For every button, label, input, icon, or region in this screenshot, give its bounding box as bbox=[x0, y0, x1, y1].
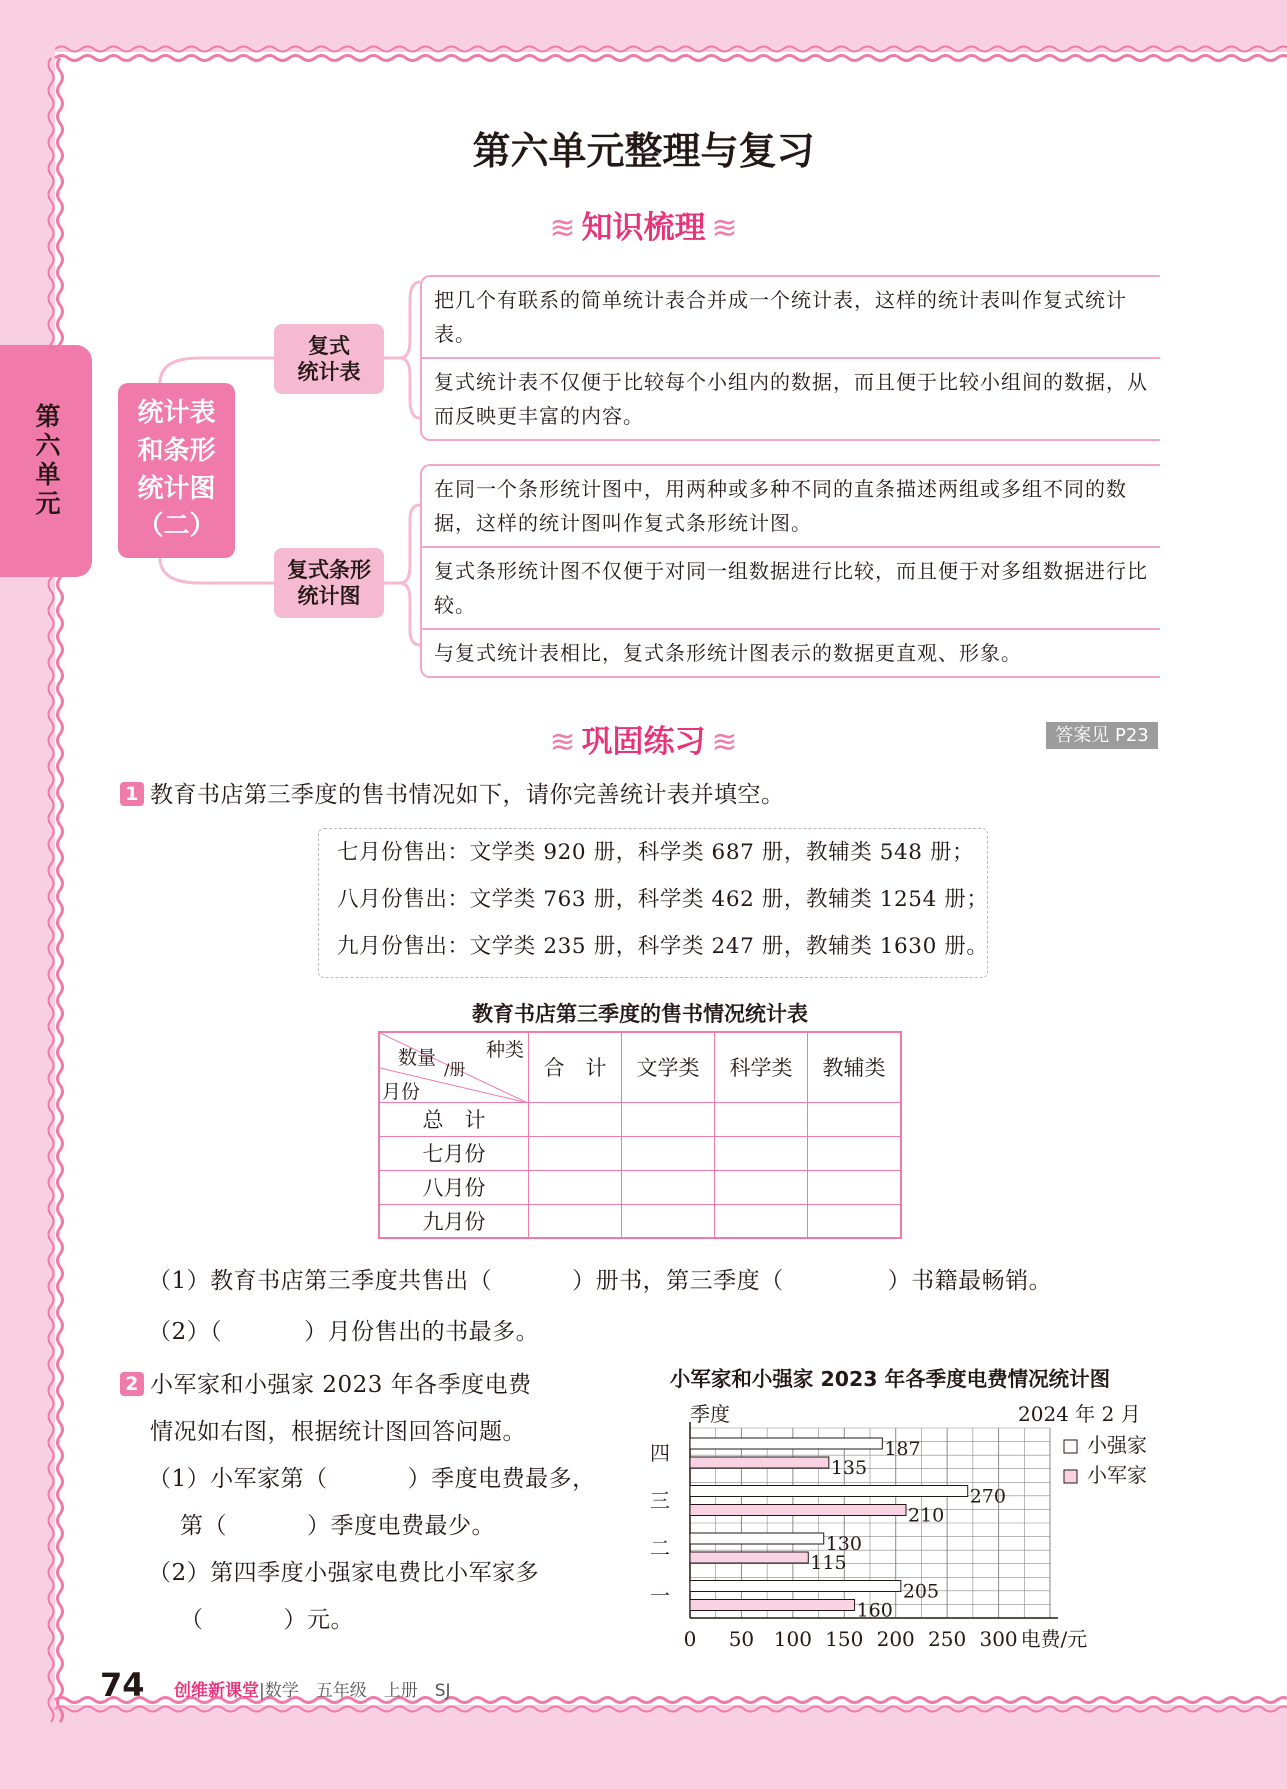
chart-date-note: 2024 年 2 月 bbox=[1018, 1402, 1141, 1426]
footer-info bbox=[174, 1676, 451, 1701]
x-tick-label: 50 bbox=[728, 1627, 755, 1651]
bar-xiaojun bbox=[690, 1552, 808, 1563]
root-line: 和条形 bbox=[137, 435, 216, 466]
stat-table-title: 教育书店第三季度的售书情况统计表 bbox=[472, 1002, 808, 1026]
sub-text: （2）（ bbox=[148, 1319, 223, 1345]
info-line: 八月份售出：文学类 763 册，科学类 462 册，教辅类 1254 册； bbox=[337, 887, 989, 912]
x-tick-label: 250 bbox=[928, 1627, 967, 1651]
note-item: 与复式统计表相比，复式条形统计图表示的数据更直观、形象。 bbox=[422, 628, 1160, 676]
branch-label-line: 复式条形 bbox=[287, 557, 371, 582]
row-header: 九月份 bbox=[379, 1204, 529, 1238]
x-tick-label: 200 bbox=[876, 1627, 915, 1651]
sub-text: ）册书，第三季度（ bbox=[572, 1268, 784, 1294]
info-line: 九月份售出：文学类 235 册，科学类 247 册，教辅类 1630 册。 bbox=[337, 934, 989, 959]
sub-text: （ bbox=[180, 1607, 204, 1633]
legend-label: 小军家 bbox=[1087, 1463, 1147, 1487]
question-2-text: 小军家和小强家 2023 年各季度电费 bbox=[150, 1372, 532, 1398]
unit-side-tab-label: 第六单元 bbox=[32, 403, 61, 519]
sub-text: ）季度电费最多， bbox=[407, 1466, 596, 1492]
bar-xiaojun bbox=[690, 1457, 829, 1468]
sub-text: 第（ bbox=[180, 1513, 227, 1539]
sub-text: ）书籍最畅销。 bbox=[887, 1268, 1053, 1294]
category-label: 一 bbox=[650, 1583, 670, 1608]
sub-text: ）元。 bbox=[283, 1607, 354, 1633]
bar-value-label: 115 bbox=[810, 1552, 847, 1574]
sub-text: （2）第四季度小强家电费比小军家多 bbox=[148, 1560, 540, 1586]
branch-label-line: 复式 bbox=[308, 333, 350, 358]
column-header: 科学类 bbox=[715, 1032, 808, 1102]
section-knowledge-title: 知识梳理 bbox=[581, 210, 706, 246]
branch-label-line: 统计图 bbox=[297, 584, 361, 608]
corner-month-label: 月份 bbox=[382, 1081, 421, 1103]
page-title: 第六单元整理与复习 bbox=[472, 129, 815, 173]
question-number-badge: 2 bbox=[120, 1372, 144, 1396]
row-header: 总 计 bbox=[379, 1102, 529, 1136]
question-2-text: 情况如右图，根据统计图回答问题。 bbox=[150, 1419, 526, 1445]
corner-quantity-label: 数量 bbox=[398, 1047, 437, 1069]
bar-value-label: 205 bbox=[902, 1580, 940, 1603]
legend-swatch bbox=[1064, 1470, 1077, 1483]
category-label: 二 bbox=[650, 1535, 670, 1560]
x-tick-label: 150 bbox=[825, 1627, 864, 1651]
category-label: 四 bbox=[650, 1440, 670, 1465]
x-axis-unit-label: 电费/元 bbox=[1020, 1627, 1088, 1651]
footer-brand: 创维新课堂 bbox=[174, 1681, 259, 1701]
sub-text: ）季度电费最少。 bbox=[307, 1513, 495, 1539]
corner-category-label: 种类 bbox=[485, 1039, 524, 1061]
sub-text: （1）小军家第（ bbox=[148, 1466, 328, 1492]
wave-decoration-icon: ≋ bbox=[711, 724, 738, 760]
question-number-badge: 1 bbox=[120, 782, 144, 806]
root-line: （二） bbox=[137, 511, 216, 542]
info-line: 七月份售出：文学类 920 册，科学类 687 册，教辅类 548 册； bbox=[337, 840, 975, 865]
root-line: 统计表 bbox=[137, 398, 216, 429]
bar-value-label: 187 bbox=[884, 1438, 921, 1460]
section-practice-title: 巩固练习 bbox=[581, 724, 706, 760]
root-line: 统计图 bbox=[137, 473, 216, 504]
chart-y-axis-label: 季度 bbox=[690, 1402, 730, 1426]
bar-value-label: 270 bbox=[969, 1485, 1006, 1508]
branch-label-line: 统计表 bbox=[297, 360, 361, 384]
sub-text: ）月份售出的书最多。 bbox=[304, 1319, 540, 1345]
bar-xiaoqiang bbox=[690, 1581, 901, 1592]
question-1-text: 教育书店第三季度的售书情况如下，请你完善统计表并填空。 bbox=[150, 782, 785, 808]
legend-label: 小强家 bbox=[1087, 1433, 1147, 1457]
category-label: 三 bbox=[650, 1488, 670, 1513]
note-item: 复式条形统计图不仅便于对同一组数据进行比较，而且便于对多组数据进行比较。 bbox=[422, 546, 1160, 628]
wave-decoration-icon: ≋ bbox=[549, 210, 576, 246]
bar-xiaoqiang bbox=[690, 1486, 968, 1497]
wave-decoration-icon: ≋ bbox=[711, 210, 738, 246]
chart-title: 小军家和小强家 2023 年各季度电费情况统计图 bbox=[669, 1367, 1111, 1391]
note-item: 把几个有联系的简单统计表合并成一个统计表，这样的统计表叫作复式统计表。 bbox=[434, 288, 1127, 346]
answer-reference-badge: 答案见 P23 bbox=[1046, 722, 1158, 749]
bar-value-label: 135 bbox=[830, 1457, 868, 1479]
x-tick-label: 300 bbox=[979, 1627, 1018, 1651]
row-header: 八月份 bbox=[379, 1170, 529, 1204]
footer-book-info: 数学 五年级 上册 SJ bbox=[264, 1681, 451, 1701]
note-item: 复式统计表不仅便于比较每个小组内的数据，而且便于比较小组间的数据，从而反映更丰富的内容。 bbox=[422, 357, 1160, 439]
legend-swatch bbox=[1064, 1440, 1077, 1453]
row-header: 七月份 bbox=[379, 1136, 529, 1170]
note-item: 在同一个条形统计图中，用两种或多种不同的直条描述两组或多组不同的数据，这样的统计图叫作复式条形统计图。 bbox=[434, 477, 1127, 535]
footer-separator: | bbox=[259, 1681, 265, 1701]
bar-xiaojun bbox=[690, 1600, 855, 1611]
column-header: 文学类 bbox=[622, 1032, 715, 1102]
bar-value-label: 210 bbox=[908, 1504, 945, 1527]
x-tick-label: 0 bbox=[683, 1627, 697, 1651]
x-tick-label: 100 bbox=[773, 1627, 812, 1651]
page-number: 74 bbox=[100, 1666, 145, 1704]
column-header: 合 计 bbox=[529, 1032, 622, 1102]
bar-value-label: 130 bbox=[825, 1533, 862, 1555]
bar-xiaoqiang bbox=[690, 1533, 824, 1544]
wave-decoration-icon: ≋ bbox=[549, 724, 576, 760]
bar-xiaojun bbox=[690, 1505, 906, 1516]
corner-unit-label: /册 bbox=[444, 1060, 466, 1079]
bar-value-label: 160 bbox=[856, 1599, 893, 1622]
sub-text: （1）教育书店第三季度共售出（ bbox=[148, 1268, 493, 1294]
bar-xiaoqiang bbox=[690, 1438, 882, 1449]
column-header: 教辅类 bbox=[808, 1032, 902, 1102]
